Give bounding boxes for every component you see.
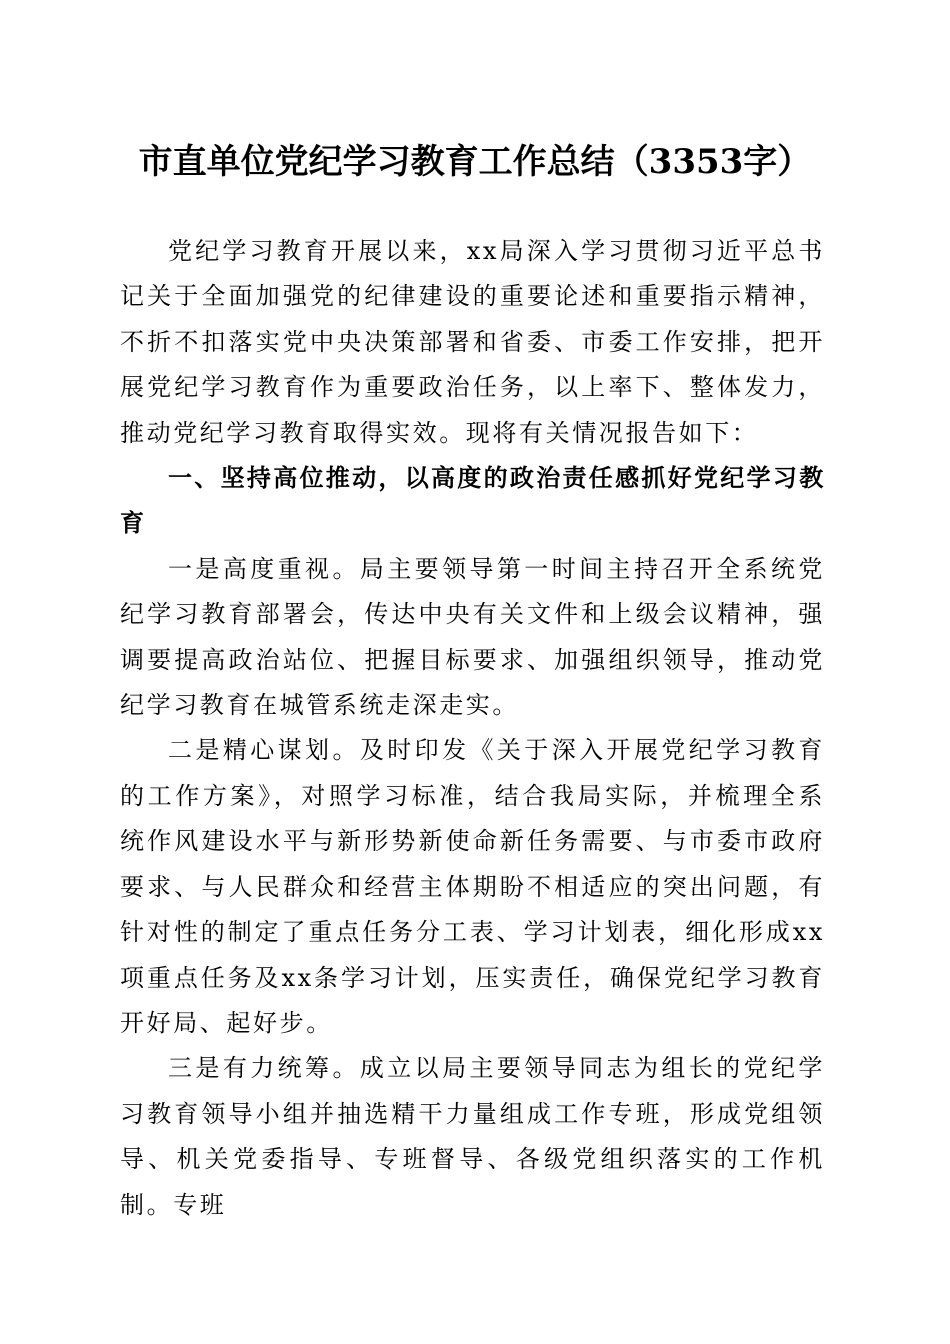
point-2-paragraph <box>120 728 825 1046</box>
section-1-heading: 一、坚持高位推动，以高度的政治责任感抓好党纪学习教育 <box>120 464 825 538</box>
point-1-paragraph <box>120 547 825 729</box>
point-1-lead: 一是高度重视。 <box>168 554 360 583</box>
intro-paragraph: 党纪学习教育开展以来，xx局深入学习贯彻习近平总书记关于全面加强党的纪律建设的重要论述和重要指示精神，不折不扣落实党中央决策部署和省委、市委工作安排，把开展党纪学习教育作为重要政治任务，以上率下、整体发力，推动党纪学习教育取得实效。现将有关情况报告如下： <box>120 237 825 447</box>
document-body <box>120 229 825 1228</box>
point-2-text: 及时印发《关于深入开展党纪学习教育的工作方案》，对照学习标准，结合我局实际，并梳理全系统作风建设水平与新形势新使命新任务需要、与市委市政府要求、与人民群众和经营主体期盼不相适应的突出问题，有针对性的制定了重点任务分工表、学习计划表，细化形成xx项重点任务及xx条学习计划，压实责任，确保党纪学习教育开好局、起好步。 <box>120 736 825 1037</box>
point-3-lead: 三是有力统筹。 <box>168 1054 360 1083</box>
document-title: 市直单位党纪学习教育工作总结（3353字） <box>138 142 812 182</box>
point-2-lead: 二是精心谋划。 <box>168 736 360 765</box>
point-3-text: 成立以局主要领导同志为组长的党纪学习教育领导小组并抽选精干力量组成工作专班，形成党组领导、机关党委指导、专班督导、各级党组织落实的工作机制。专班 <box>120 1054 825 1219</box>
point-3-paragraph <box>120 1046 825 1228</box>
point-1-text: 局主要领导第一时间主持召开全系统党纪学习教育部署会，传达中央有关文件和上级会议精神，强调要提高政治站位、把握目标要求、加强组织领导，推动党纪学习教育在城管系统走深走实。 <box>120 554 825 720</box>
